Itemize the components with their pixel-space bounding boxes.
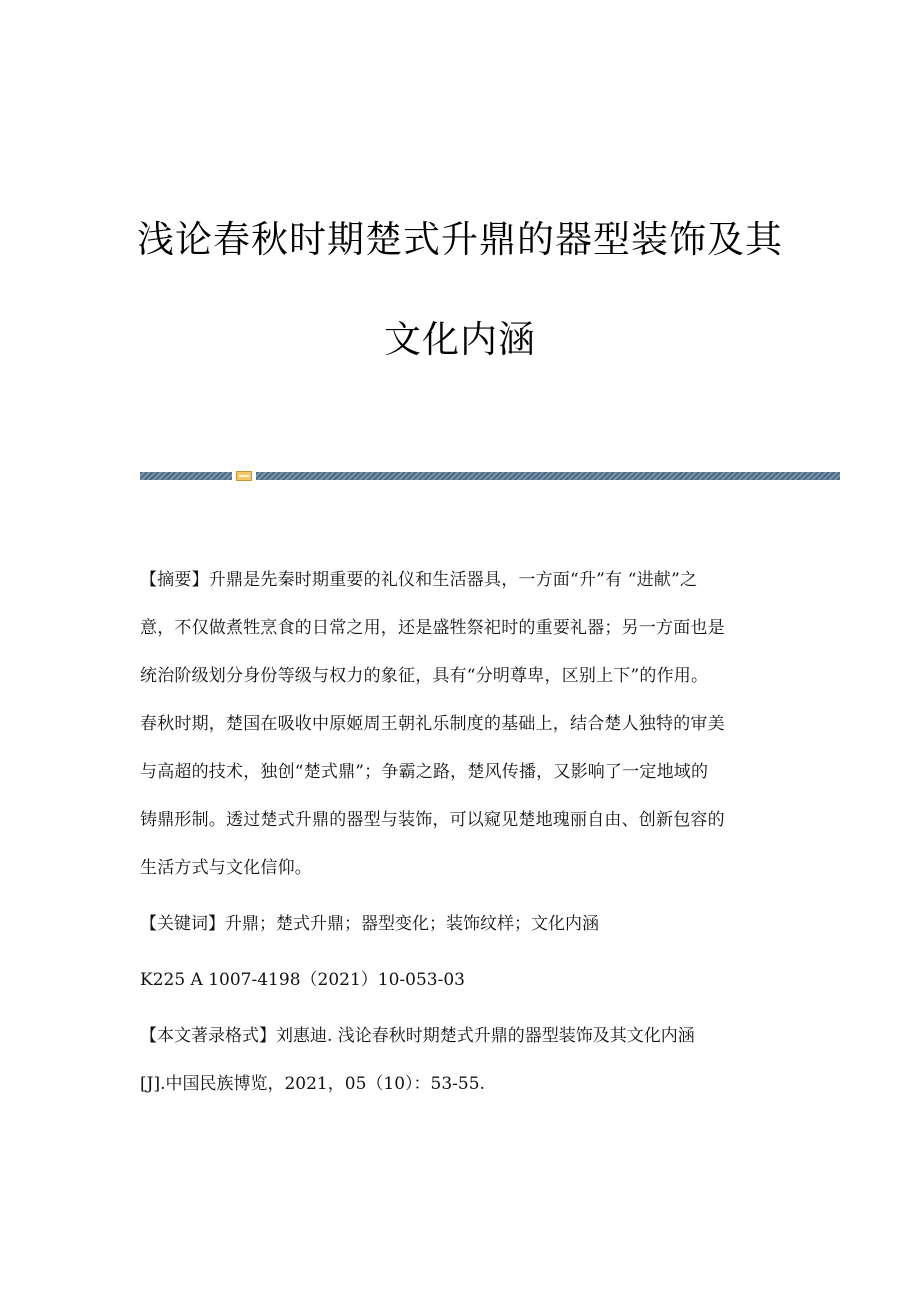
abstract-line: 春秋时期，楚国在吸收中原姬周王朝礼乐制度的基础上，结合楚人独特的审美 [140, 714, 725, 734]
divider-bar-left [140, 472, 232, 480]
classification-code: K225 A 1007-4198（2021）10-053-03 [140, 970, 465, 990]
abstract [140, 568, 780, 904]
keywords: 【关键词】升鼎；楚式升鼎；器型变化；装饰纹样；文化内涵 [140, 914, 599, 934]
abstract-line: 统治阶级划分身份等级与权力的象征，具有“分明尊卑，区别上下”的作用。 [140, 666, 709, 686]
document-title-line-2: 文化内涵 [384, 318, 536, 361]
abstract-line: 意，不仅做煮牲烹食的日常之用，还是盛牲祭祀时的重要礼器；另一方面也是 [140, 618, 725, 638]
abstract-line: 【摘要】升鼎是先秦时期重要的礼仪和生活器具，一方面“升”有 “进献”之 [140, 570, 698, 590]
document-title-line-1: 浅论春秋时期楚式升鼎的器型装饰及其 [137, 218, 783, 261]
citation-line-2: [J].中国民族博览，2021，05（10）：53-55. [140, 1074, 485, 1094]
citation-line-1: 【本文著录格式】刘惠迪. 浅论春秋时期楚式升鼎的器型装饰及其文化内涵 [140, 1026, 695, 1046]
divider-ornament-icon [236, 471, 252, 481]
abstract-line: 铸鼎形制。透过楚式升鼎的器型与装饰，可以窥见楚地瑰丽自由、创新包容的 [140, 810, 725, 830]
abstract-line: 生活方式与文化信仰。 [140, 858, 312, 878]
abstract-line: 与高超的技术，独创“楚式鼎”；争霸之路，楚风传播，又影响了一定地域的 [140, 762, 709, 782]
decorative-divider [140, 471, 840, 481]
divider-bar-right [256, 472, 840, 480]
